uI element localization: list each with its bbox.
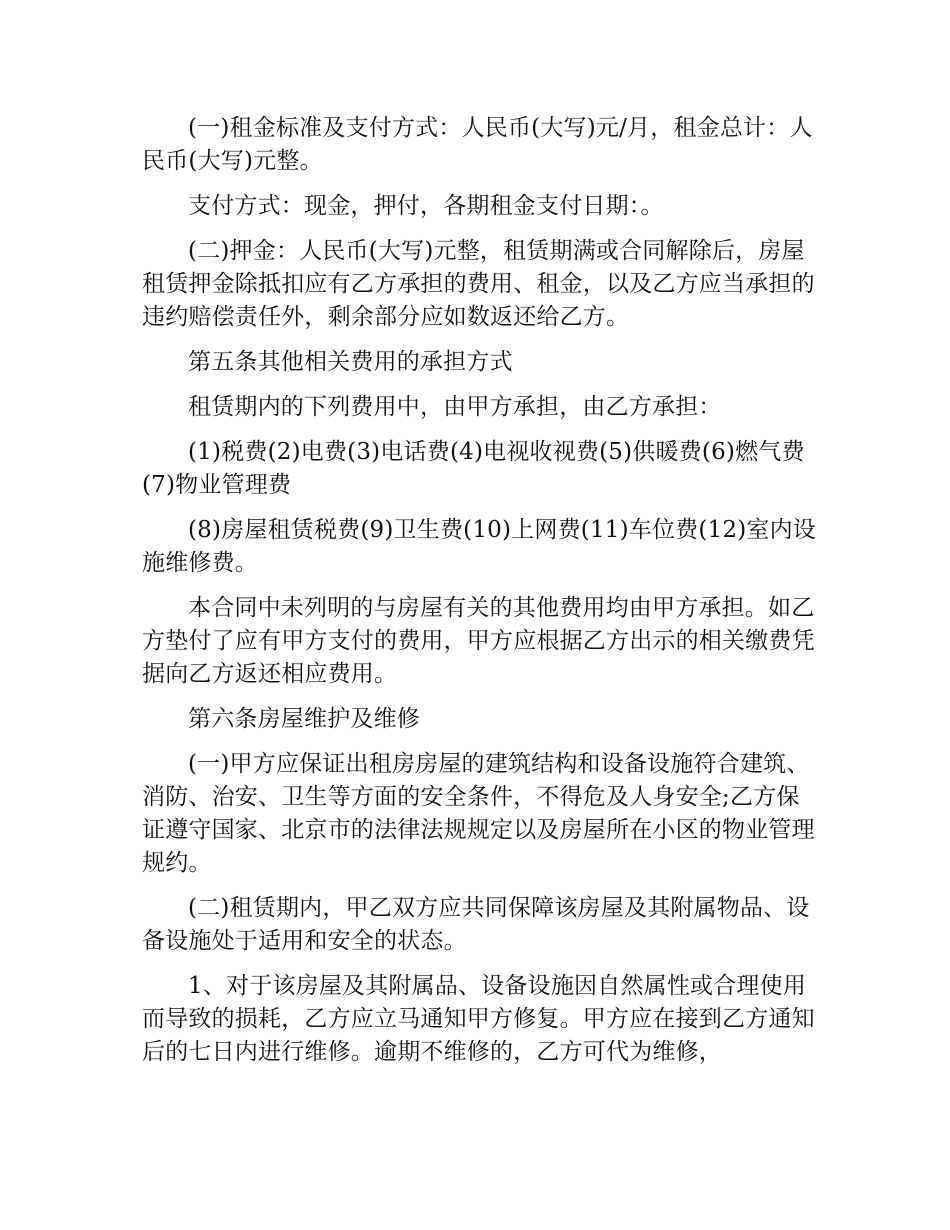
paragraph-repair-notice: 1、对于该房屋及其附属品、设备设施因自然属性或合理使用而导致的损耗，乙方应立马通知甲方修复。甲方应在接到乙方通知后的七日内进行维修。逾期不维修的，乙方可代为维修， [142, 973, 815, 1065]
section-heading-article-5: 第五条其他相关费用的承担方式 [188, 349, 513, 375]
paragraph-payment-method: 支付方式：现金，押付，各期租金支付日期：。 [188, 193, 664, 219]
paragraph-joint-maintenance: (二)租赁期内，甲乙双方应共同保障该房屋及其附属物品、设备设施处于适用和安全的状态。 [142, 895, 810, 954]
paragraph-fee-list-1: (1)税费(2)电费(3)电话费(4)电视收视费(5)供暖费(6)燃气费(7)物业管理费 [142, 439, 805, 498]
paragraph-deposit: (二)押金：人民币(大写)元整，租赁期满或合同解除后，房屋租赁押金除抵扣应有乙方承担的费用、租金，以及乙方应当承担的违约赔偿责任外，剩余部分应如数返还给乙方。 [142, 238, 815, 330]
paragraph-fee-list-2: (8)房屋租赁税费(9)卫生费(10)上网费(11)车位费(12)室内设施维修费。 [142, 517, 816, 576]
section-heading-article-6: 第六条房屋维护及维修 [188, 706, 420, 732]
document-body [142, 112, 822, 1081]
paragraph-fee-responsibility: 租赁期内的下列费用中，由甲方承担，由乙方承担： [188, 394, 722, 420]
paragraph-rent-standard: (一)租金标准及支付方式：人民币(大写)元/月，租金总计：人民币(大写)元整。 [142, 115, 813, 174]
paragraph-safety-conditions: (一)甲方应保证出租房房屋的建筑结构和设备设施符合建筑、消防、治安、卫生等方面的安全条件，不得危及人身安全;乙方保证遵守国家、北京市的法律法规规定以及房屋所在小区的物业管理规约。 [142, 751, 815, 876]
paragraph-other-fees: 本合同中未列明的与房屋有关的其他费用均由甲方承担。如乙方垫付了应有甲方支付的费用，甲方应根据乙方出示的相关缴费凭据向乙方返还相应费用。 [142, 595, 815, 687]
